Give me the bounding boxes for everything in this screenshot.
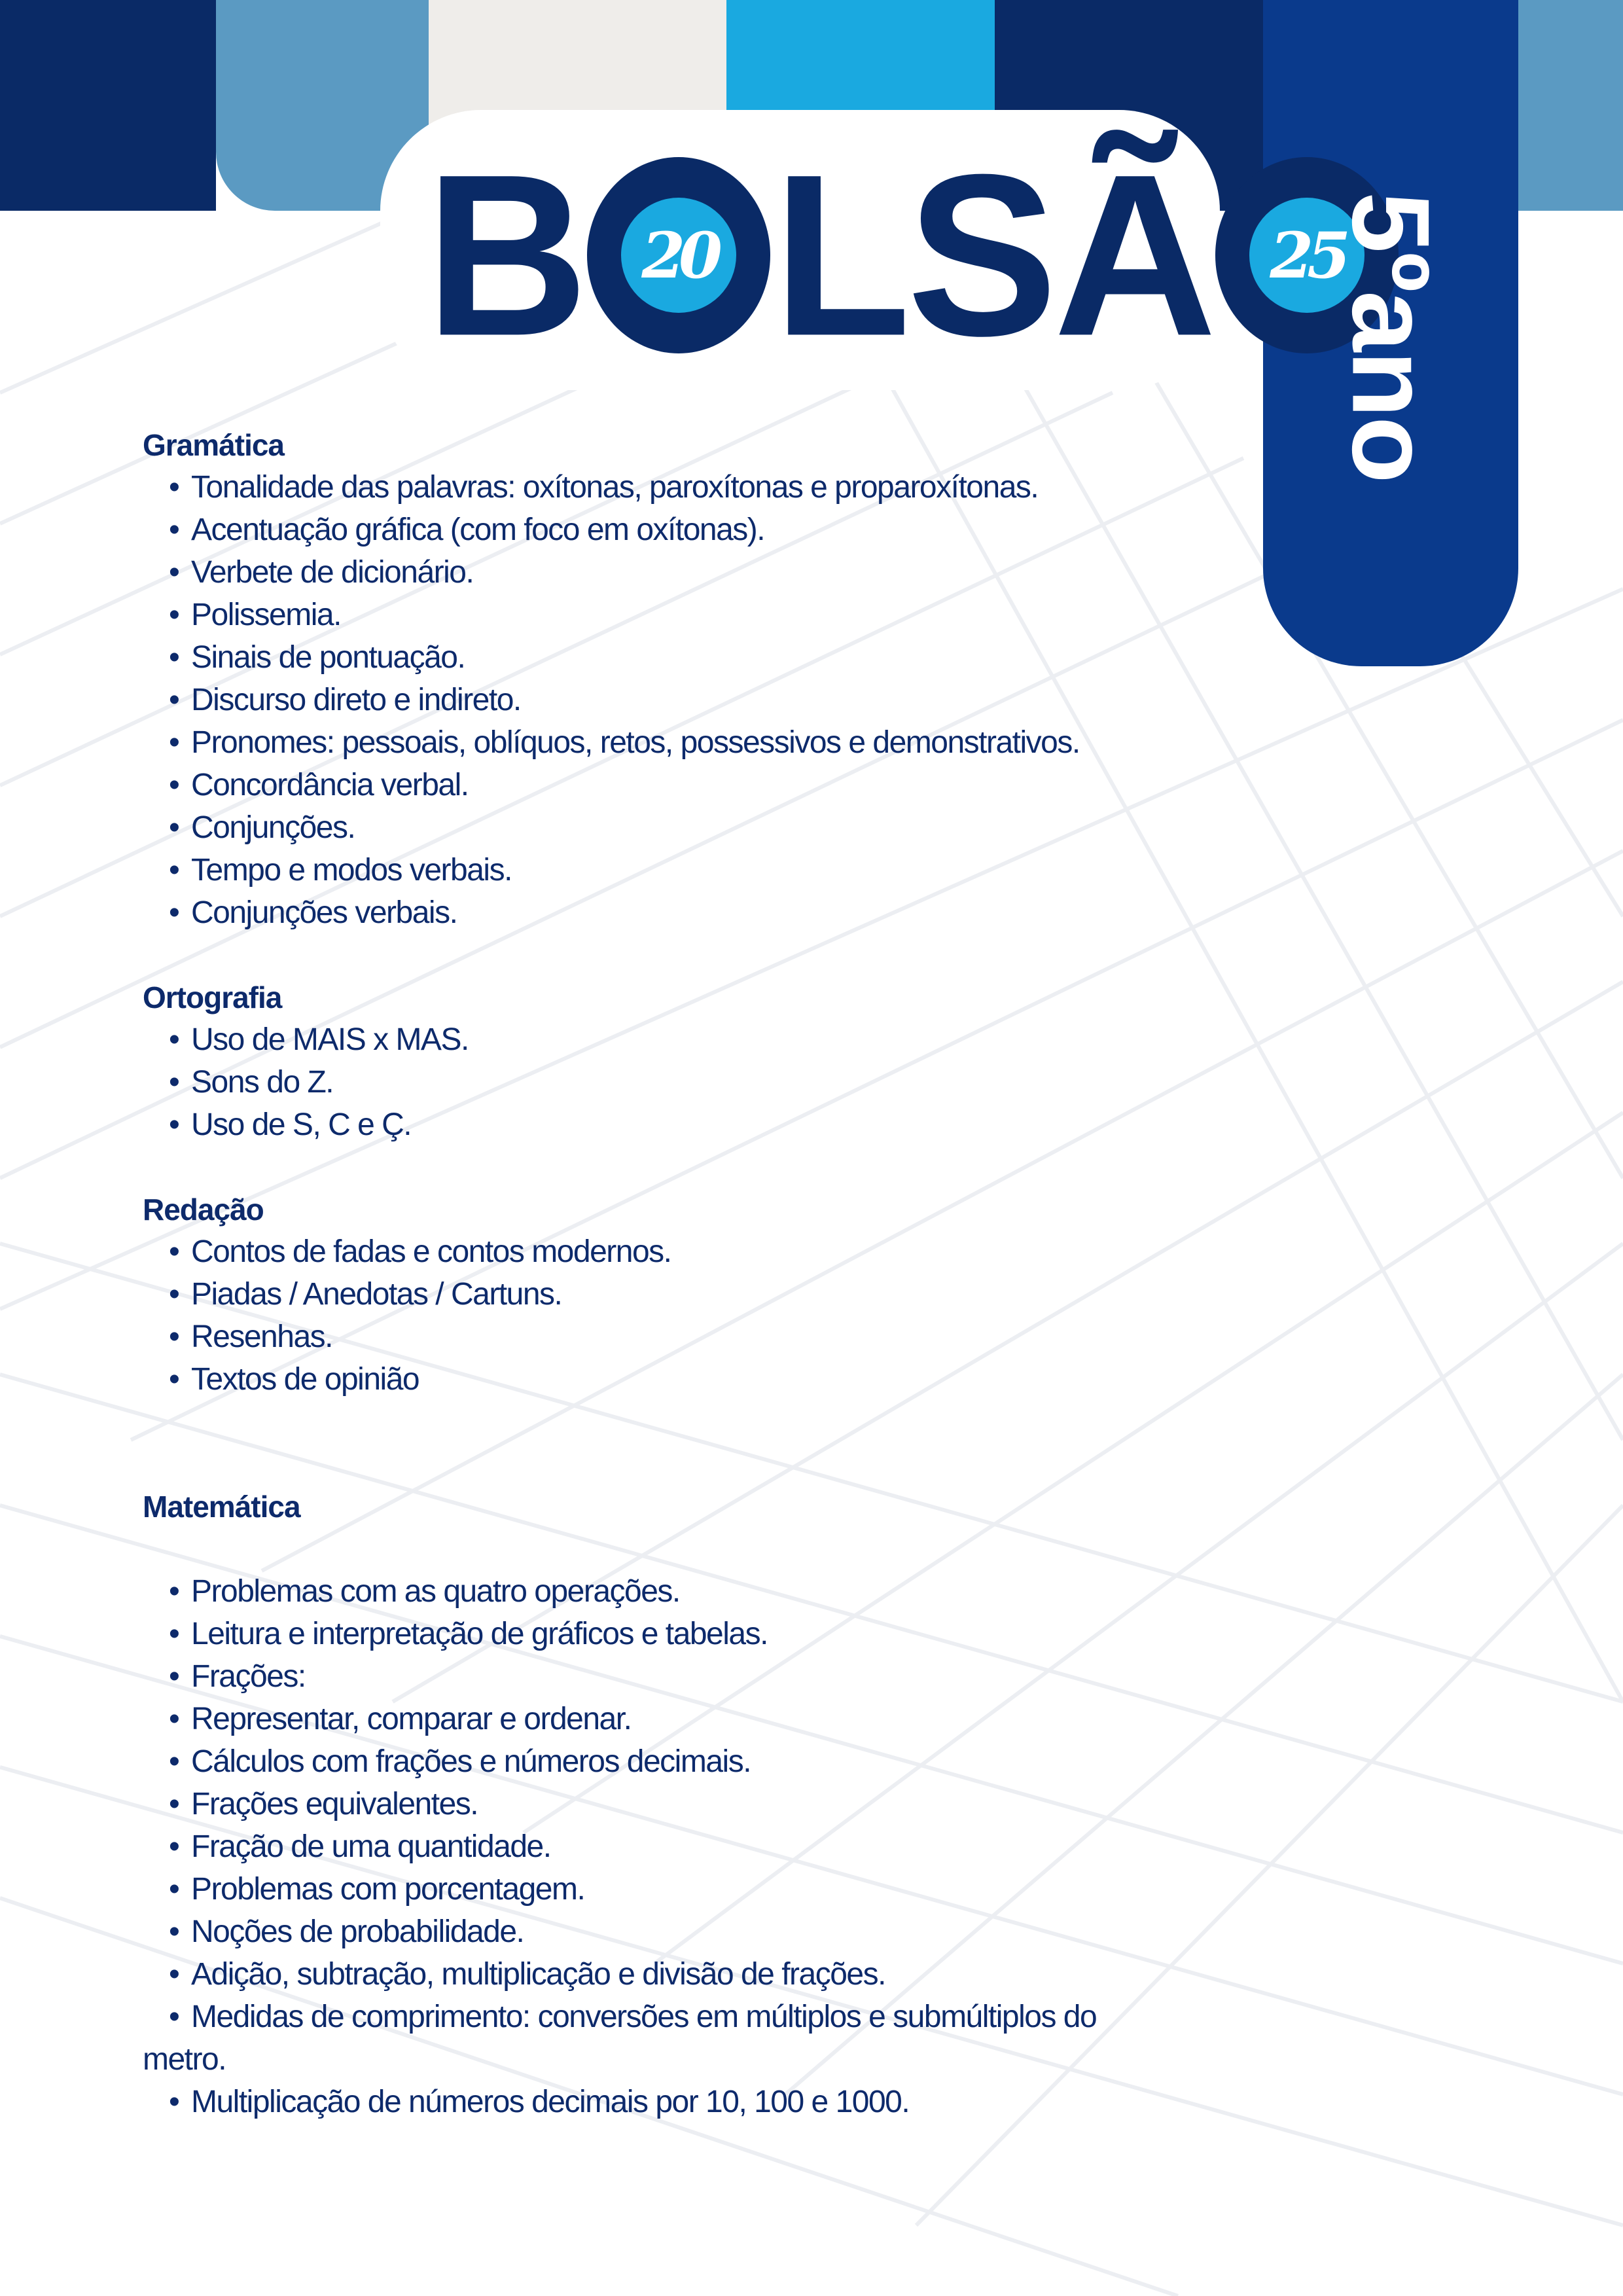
bullet-icon: • xyxy=(169,1787,179,1821)
list-item: • Medidas de comprimento: conversões em múltiplos e submúltiplos do metro. xyxy=(143,1996,1308,2081)
list-item: • Concordância verbal. xyxy=(143,764,1308,806)
bullet-icon: • xyxy=(169,895,179,930)
bullet-icon: • xyxy=(169,725,179,760)
logo-letters-ls: LS xyxy=(773,126,1054,384)
list-item: • Fração de uma quantidade. xyxy=(143,1825,1308,1868)
bullet-icon: • xyxy=(169,1617,179,1651)
section-title-ortografia: Ortografia xyxy=(143,980,282,1014)
list-item: • Sinais de pontuação. xyxy=(143,636,1308,679)
list-item: • Verbete de dicionário. xyxy=(143,551,1308,594)
bullet-icon: • xyxy=(169,512,179,547)
list-item: • Problemas com as quatro operações. xyxy=(143,1570,1308,1613)
bullet-icon: • xyxy=(169,683,179,717)
list-item: • Pronomes: pessoais, oblíquos, retos, possessivos e demonstrativos. xyxy=(143,721,1308,764)
bullet-icon: • xyxy=(169,1362,179,1397)
band-navy xyxy=(0,0,216,211)
bolsao-logo xyxy=(425,126,1401,384)
logo-year-second: 25 xyxy=(1270,218,1344,293)
bullet-icon: • xyxy=(169,1659,179,1694)
list-item: • Contos de fadas e contos modernos. xyxy=(143,1230,1308,1273)
bullet-icon: • xyxy=(169,1829,179,1864)
list-item: • Polissemia. xyxy=(143,594,1308,636)
list-item: • Uso de S, C e Ç. xyxy=(143,1103,1308,1146)
bullet-icon: • xyxy=(169,810,179,845)
list-item: • Representar, comparar e ordenar. xyxy=(143,1698,1308,1740)
list-item: • Multiplicação de números decimais por 10, 100 e 1000. xyxy=(143,2081,1308,2123)
bullet-icon: • xyxy=(169,1107,179,1142)
logo-letter-b: B xyxy=(425,126,585,384)
list-item: • Adição, subtração, multiplicação e divisão de frações. xyxy=(143,1953,1308,1996)
bullet-icon: • xyxy=(169,1702,179,1736)
bullet-icon: • xyxy=(169,2085,179,2119)
bullet-icon: • xyxy=(169,1319,179,1354)
list-item: • Discurso direto e indireto. xyxy=(143,679,1308,721)
bullet-icon: • xyxy=(169,853,179,888)
list-item: • Problemas com porcentagem. xyxy=(143,1868,1308,1910)
bullet-icon: • xyxy=(169,768,179,802)
logo-o-year-badge xyxy=(587,157,770,353)
list-item: • Resenhas. xyxy=(143,1316,1308,1358)
section-spacer xyxy=(143,1146,1308,1189)
bullet-icon: • xyxy=(169,2000,179,2034)
list-item-continuation: metro. xyxy=(143,2042,226,2077)
bullet-icon: • xyxy=(169,1277,179,1312)
list-item: • Conjunções. xyxy=(143,806,1308,849)
list-matematica xyxy=(143,1570,1308,2123)
bullet-icon: • xyxy=(169,1234,179,1269)
logo-year-first: 20 xyxy=(641,218,716,293)
bullet-icon: • xyxy=(169,598,179,632)
list-item: • Conjunções verbais. xyxy=(143,891,1308,934)
section-title-matematica: Matemática xyxy=(143,1490,300,1524)
list-item: • Frações equivalentes. xyxy=(143,1783,1308,1825)
bullet-icon: • xyxy=(169,1022,179,1057)
list-item: • Cálculos com frações e números decimais. xyxy=(143,1740,1308,1783)
grade-label: 5ºano xyxy=(1329,192,1453,482)
section-title-gramatica: Gramática xyxy=(143,428,285,462)
list-item: • Uso de MAIS x MAS. xyxy=(143,1018,1308,1061)
title-spacer xyxy=(143,1528,1308,1570)
band-steel-right xyxy=(1518,0,1623,211)
list-item: • Leitura e interpretação de gráficos e tabelas. xyxy=(143,1613,1308,1655)
list-item: • Tonalidade das palavras: oxítonas, paroxítonas e proparoxítonas. xyxy=(143,466,1308,509)
bullet-icon: • xyxy=(169,1957,179,1992)
bullet-icon: • xyxy=(169,640,179,675)
logo-letter-a-tilde: Ã xyxy=(1054,126,1213,384)
list-gramatica xyxy=(143,466,1308,934)
syllabus-content xyxy=(143,424,1308,2123)
list-item: • Noções de probabilidade. xyxy=(143,1910,1308,1953)
list-item: • Acentuação gráfica (com foco em oxítonas). xyxy=(143,509,1308,551)
list-item: • Piadas / Anedotas / Cartuns. xyxy=(143,1273,1308,1316)
section-spacer xyxy=(143,1401,1308,1486)
bullet-icon: • xyxy=(169,1065,179,1100)
bullet-icon: • xyxy=(169,1914,179,1949)
section-spacer xyxy=(143,934,1308,977)
bullet-icon: • xyxy=(169,470,179,505)
list-item: • Frações: xyxy=(143,1655,1308,1698)
list-item: • Sons do Z. xyxy=(143,1061,1308,1103)
list-ortografia xyxy=(143,1018,1308,1146)
list-item: • Tempo e modos verbais. xyxy=(143,849,1308,891)
bullet-icon: • xyxy=(169,1744,179,1779)
bullet-icon: • xyxy=(169,1574,179,1609)
list-redacao xyxy=(143,1230,1308,1401)
section-title-redacao: Redação xyxy=(143,1193,264,1227)
bullet-icon: • xyxy=(169,1872,179,1907)
bullet-icon: • xyxy=(169,555,179,590)
list-item: • Textos de opinião xyxy=(143,1358,1308,1401)
